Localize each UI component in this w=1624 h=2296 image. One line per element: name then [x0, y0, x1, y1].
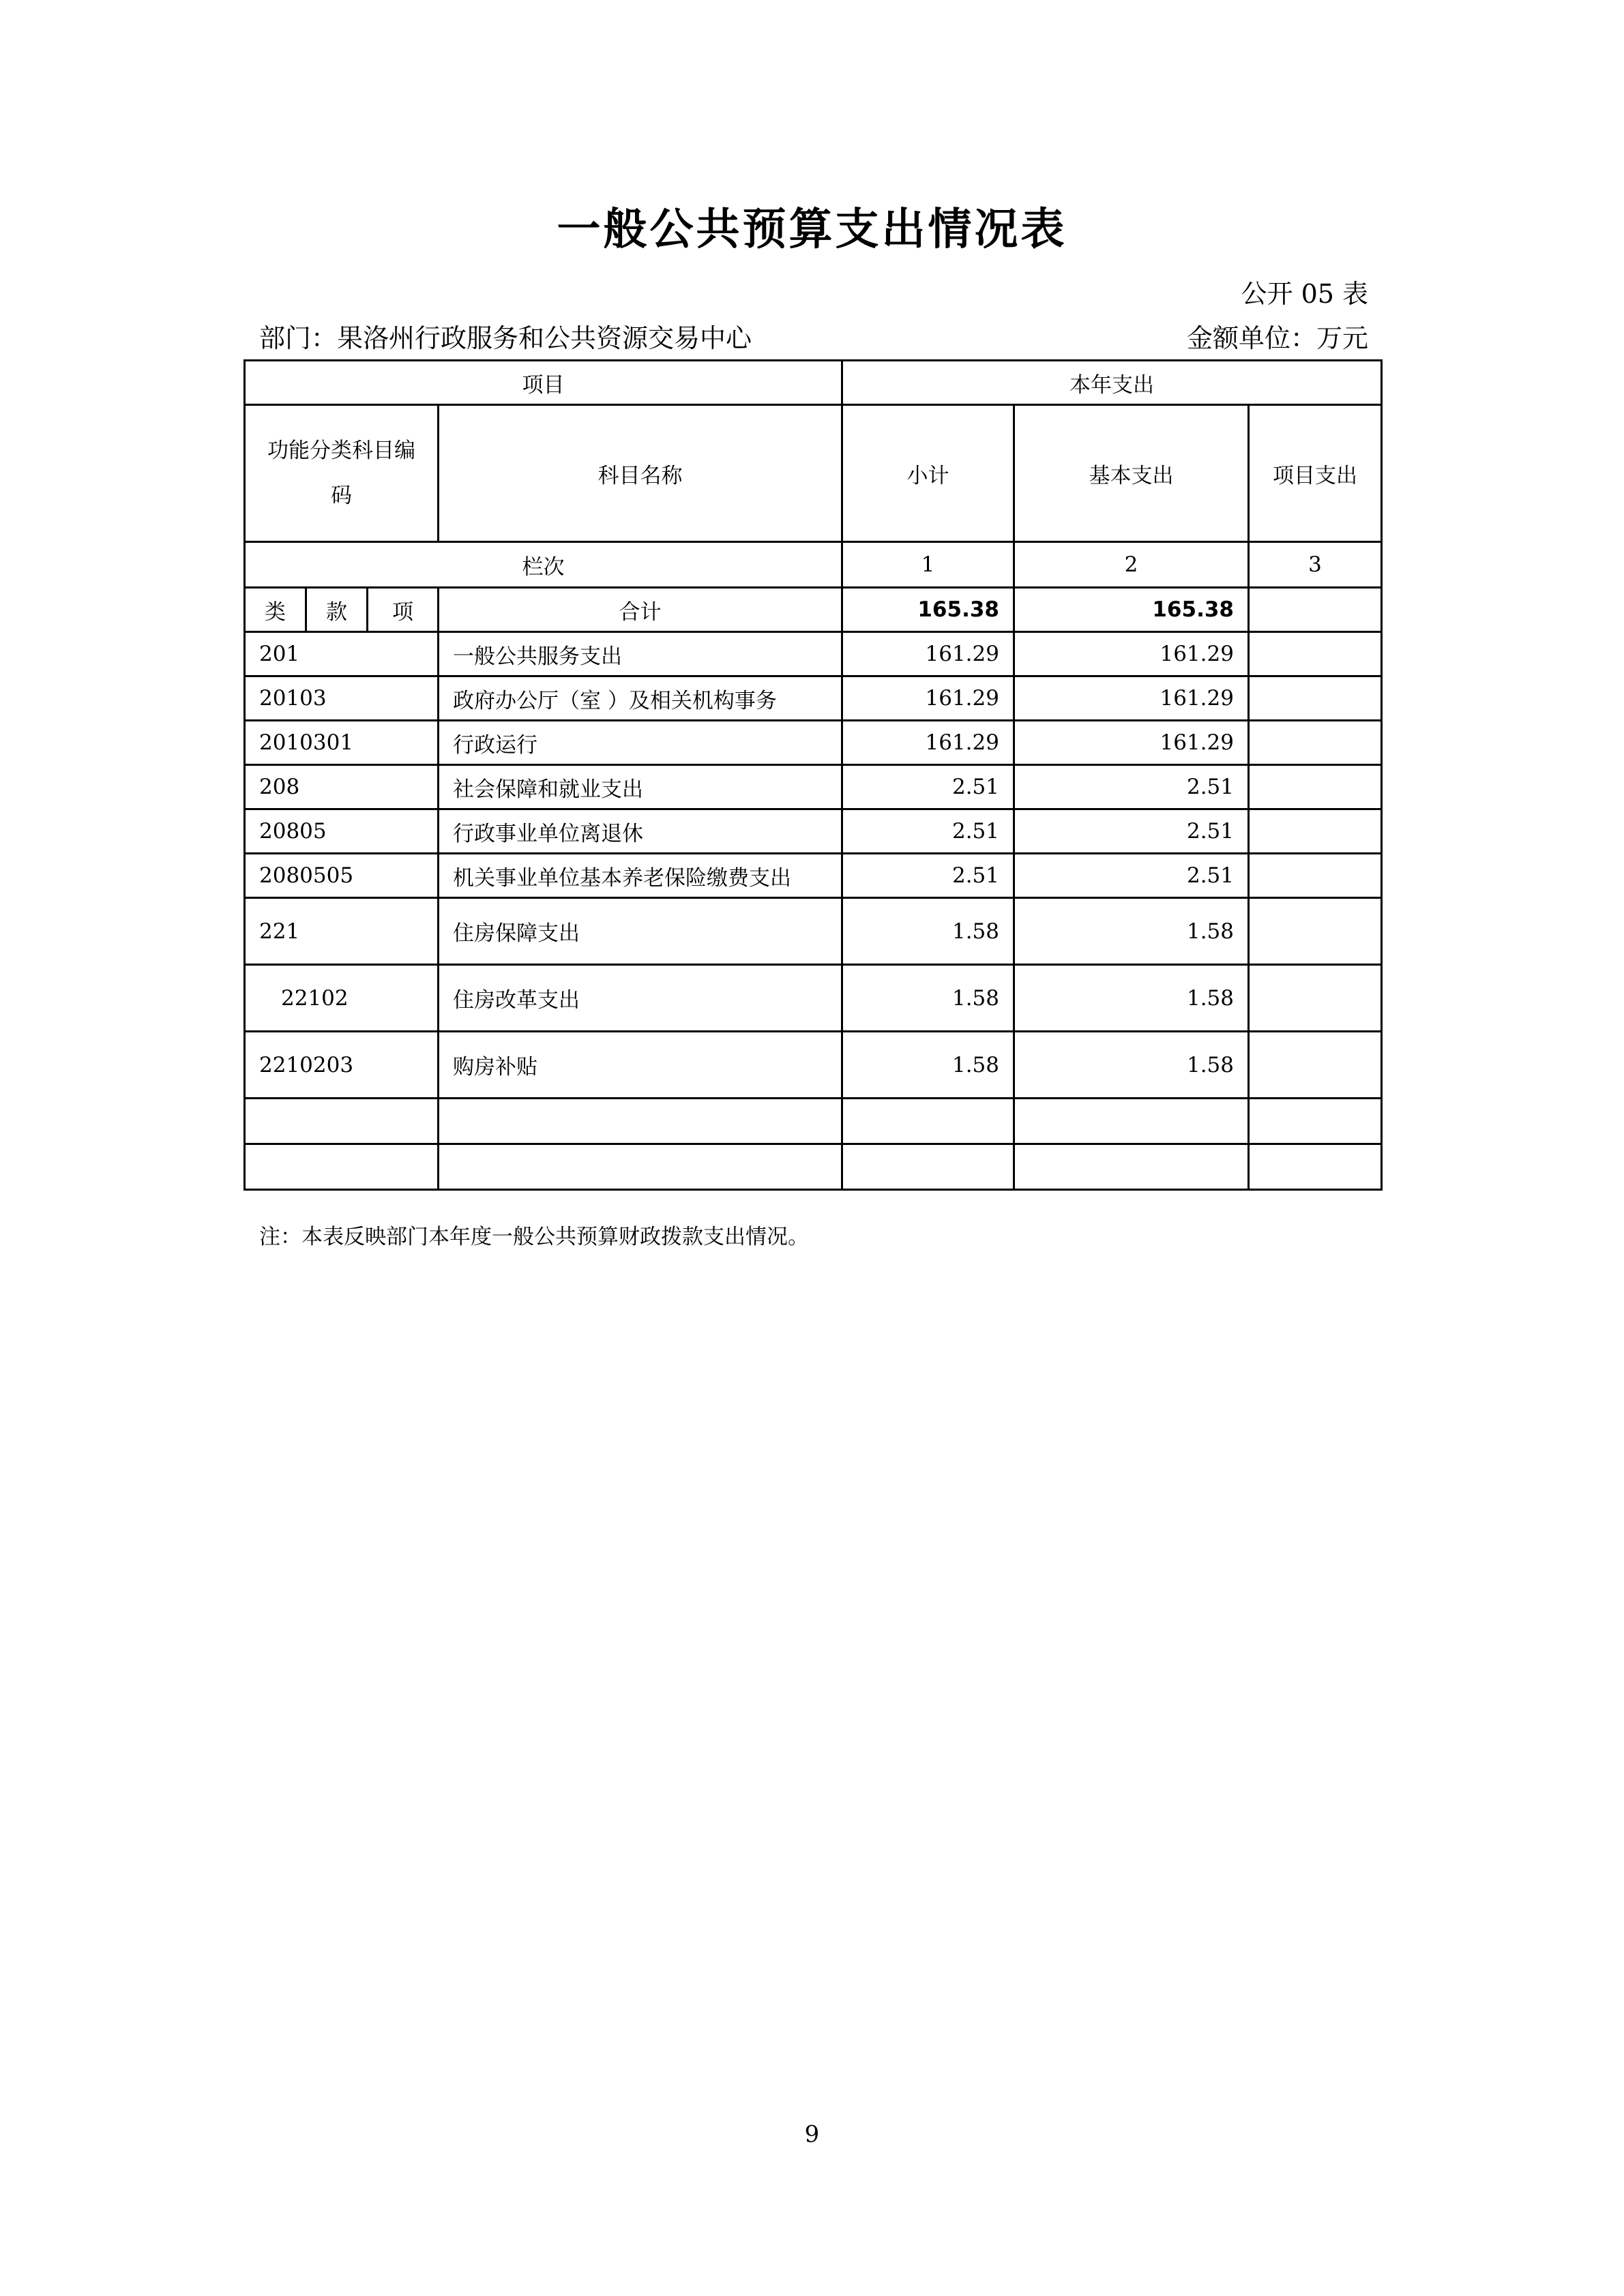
column-index-2: 2: [1014, 542, 1249, 588]
row-basic: 2.51: [1014, 809, 1249, 854]
table-row: [245, 1099, 1382, 1144]
column-index-3: 3: [1249, 542, 1382, 588]
row-project: [1249, 1099, 1382, 1144]
row-project: [1249, 898, 1382, 965]
header-project: 项目: [245, 361, 842, 405]
row-subtotal: 161.29: [842, 721, 1014, 765]
row-project: [1249, 854, 1382, 898]
row-name: 购房补贴: [439, 1032, 842, 1099]
total-project: [1249, 588, 1382, 632]
row-name: 行政事业单位离退休: [439, 809, 842, 854]
row-code: 22102: [245, 965, 439, 1032]
row-code: [245, 1099, 439, 1144]
table-row: [245, 765, 1382, 809]
amount-unit-label: 金额单位：万元: [1186, 323, 1368, 353]
row-subtotal: 2.51: [842, 854, 1014, 898]
row-basic: [1014, 1099, 1249, 1144]
budget-table: [243, 359, 1383, 1191]
row-code: [245, 1144, 439, 1190]
row-project: [1249, 632, 1382, 676]
row-name: [439, 1144, 842, 1190]
header-project-exp: 项目支出: [1249, 405, 1382, 542]
header-current-year: 本年支出: [842, 361, 1382, 405]
footnote: 注：本表反映部门本年度一般公共预算财政拨款支出情况。: [259, 1225, 809, 1249]
row-basic: 2.51: [1014, 854, 1249, 898]
row-subtotal: 1.58: [842, 965, 1014, 1032]
table-row: [245, 632, 1382, 676]
table-row: [245, 898, 1382, 965]
row-basic: 161.29: [1014, 721, 1249, 765]
table-number: 公开 05 表: [1241, 279, 1368, 309]
row-basic: 2.51: [1014, 765, 1249, 809]
row-subtotal: 2.51: [842, 765, 1014, 809]
row-code: 221: [245, 898, 439, 965]
row-name: 住房保障支出: [439, 898, 842, 965]
row-name: 住房改革支出: [439, 965, 842, 1032]
row-project: [1249, 721, 1382, 765]
column-order-label: 栏次: [245, 542, 842, 588]
header-basic: 基本支出: [1014, 405, 1249, 542]
total-subtotal: 165.38: [842, 588, 1014, 632]
table-row: [245, 1144, 1382, 1190]
page-title: 一般公共预算支出情况表: [557, 205, 1067, 255]
header-subtotal: 小计: [842, 405, 1014, 542]
row-basic: 1.58: [1014, 965, 1249, 1032]
row-basic: 1.58: [1014, 898, 1249, 965]
row-project: [1249, 1032, 1382, 1099]
row-basic: [1014, 1144, 1249, 1190]
row-code: 2080505: [245, 854, 439, 898]
row-code: 208: [245, 765, 439, 809]
column-index-1: 1: [842, 542, 1014, 588]
row-code: 20103: [245, 676, 439, 721]
row-project: [1249, 1144, 1382, 1190]
department-label: 部门：果洛州行政服务和公共资源交易中心: [259, 323, 752, 353]
table-row: [245, 854, 1382, 898]
row-name: 机关事业单位基本养老保险缴费支出: [439, 854, 842, 898]
page-number: 9: [804, 2121, 820, 2148]
header-row-1: [245, 361, 1382, 405]
row-name: 一般公共服务支出: [439, 632, 842, 676]
row-project: [1249, 809, 1382, 854]
table-row: [245, 1032, 1382, 1099]
lei-label: 类: [245, 588, 306, 632]
table-row: [245, 721, 1382, 765]
header-func-code: 功能分类科目编码: [245, 405, 439, 542]
row-code: 20805: [245, 809, 439, 854]
row-code: 2010301: [245, 721, 439, 765]
row-code: 201: [245, 632, 439, 676]
column-order-row: [245, 542, 1382, 588]
row-subtotal: [842, 1099, 1014, 1144]
table-row: [245, 676, 1382, 721]
row-project: [1249, 965, 1382, 1032]
row-project: [1249, 765, 1382, 809]
row-basic: 161.29: [1014, 676, 1249, 721]
header-subject-name: 科目名称: [439, 405, 842, 542]
row-name: 行政运行: [439, 721, 842, 765]
row-name: [439, 1099, 842, 1144]
total-row: [245, 588, 1382, 632]
row-subtotal: 161.29: [842, 632, 1014, 676]
table-row: [245, 809, 1382, 854]
row-basic: 161.29: [1014, 632, 1249, 676]
table-row: [245, 965, 1382, 1032]
total-basic: 165.38: [1014, 588, 1249, 632]
kuan-label: 款: [306, 588, 368, 632]
row-subtotal: 1.58: [842, 1032, 1014, 1099]
row-subtotal: 2.51: [842, 809, 1014, 854]
row-subtotal: 1.58: [842, 898, 1014, 965]
row-project: [1249, 676, 1382, 721]
header-row-2: [245, 405, 1382, 542]
row-name: 社会保障和就业支出: [439, 765, 842, 809]
row-name: 政府办公厅（室 ）及相关机构事务: [439, 676, 842, 721]
row-subtotal: [842, 1144, 1014, 1190]
total-label: 合计: [439, 588, 842, 632]
row-subtotal: 161.29: [842, 676, 1014, 721]
row-basic: 1.58: [1014, 1032, 1249, 1099]
row-code: 2210203: [245, 1032, 439, 1099]
xiang-label: 项: [368, 588, 439, 632]
